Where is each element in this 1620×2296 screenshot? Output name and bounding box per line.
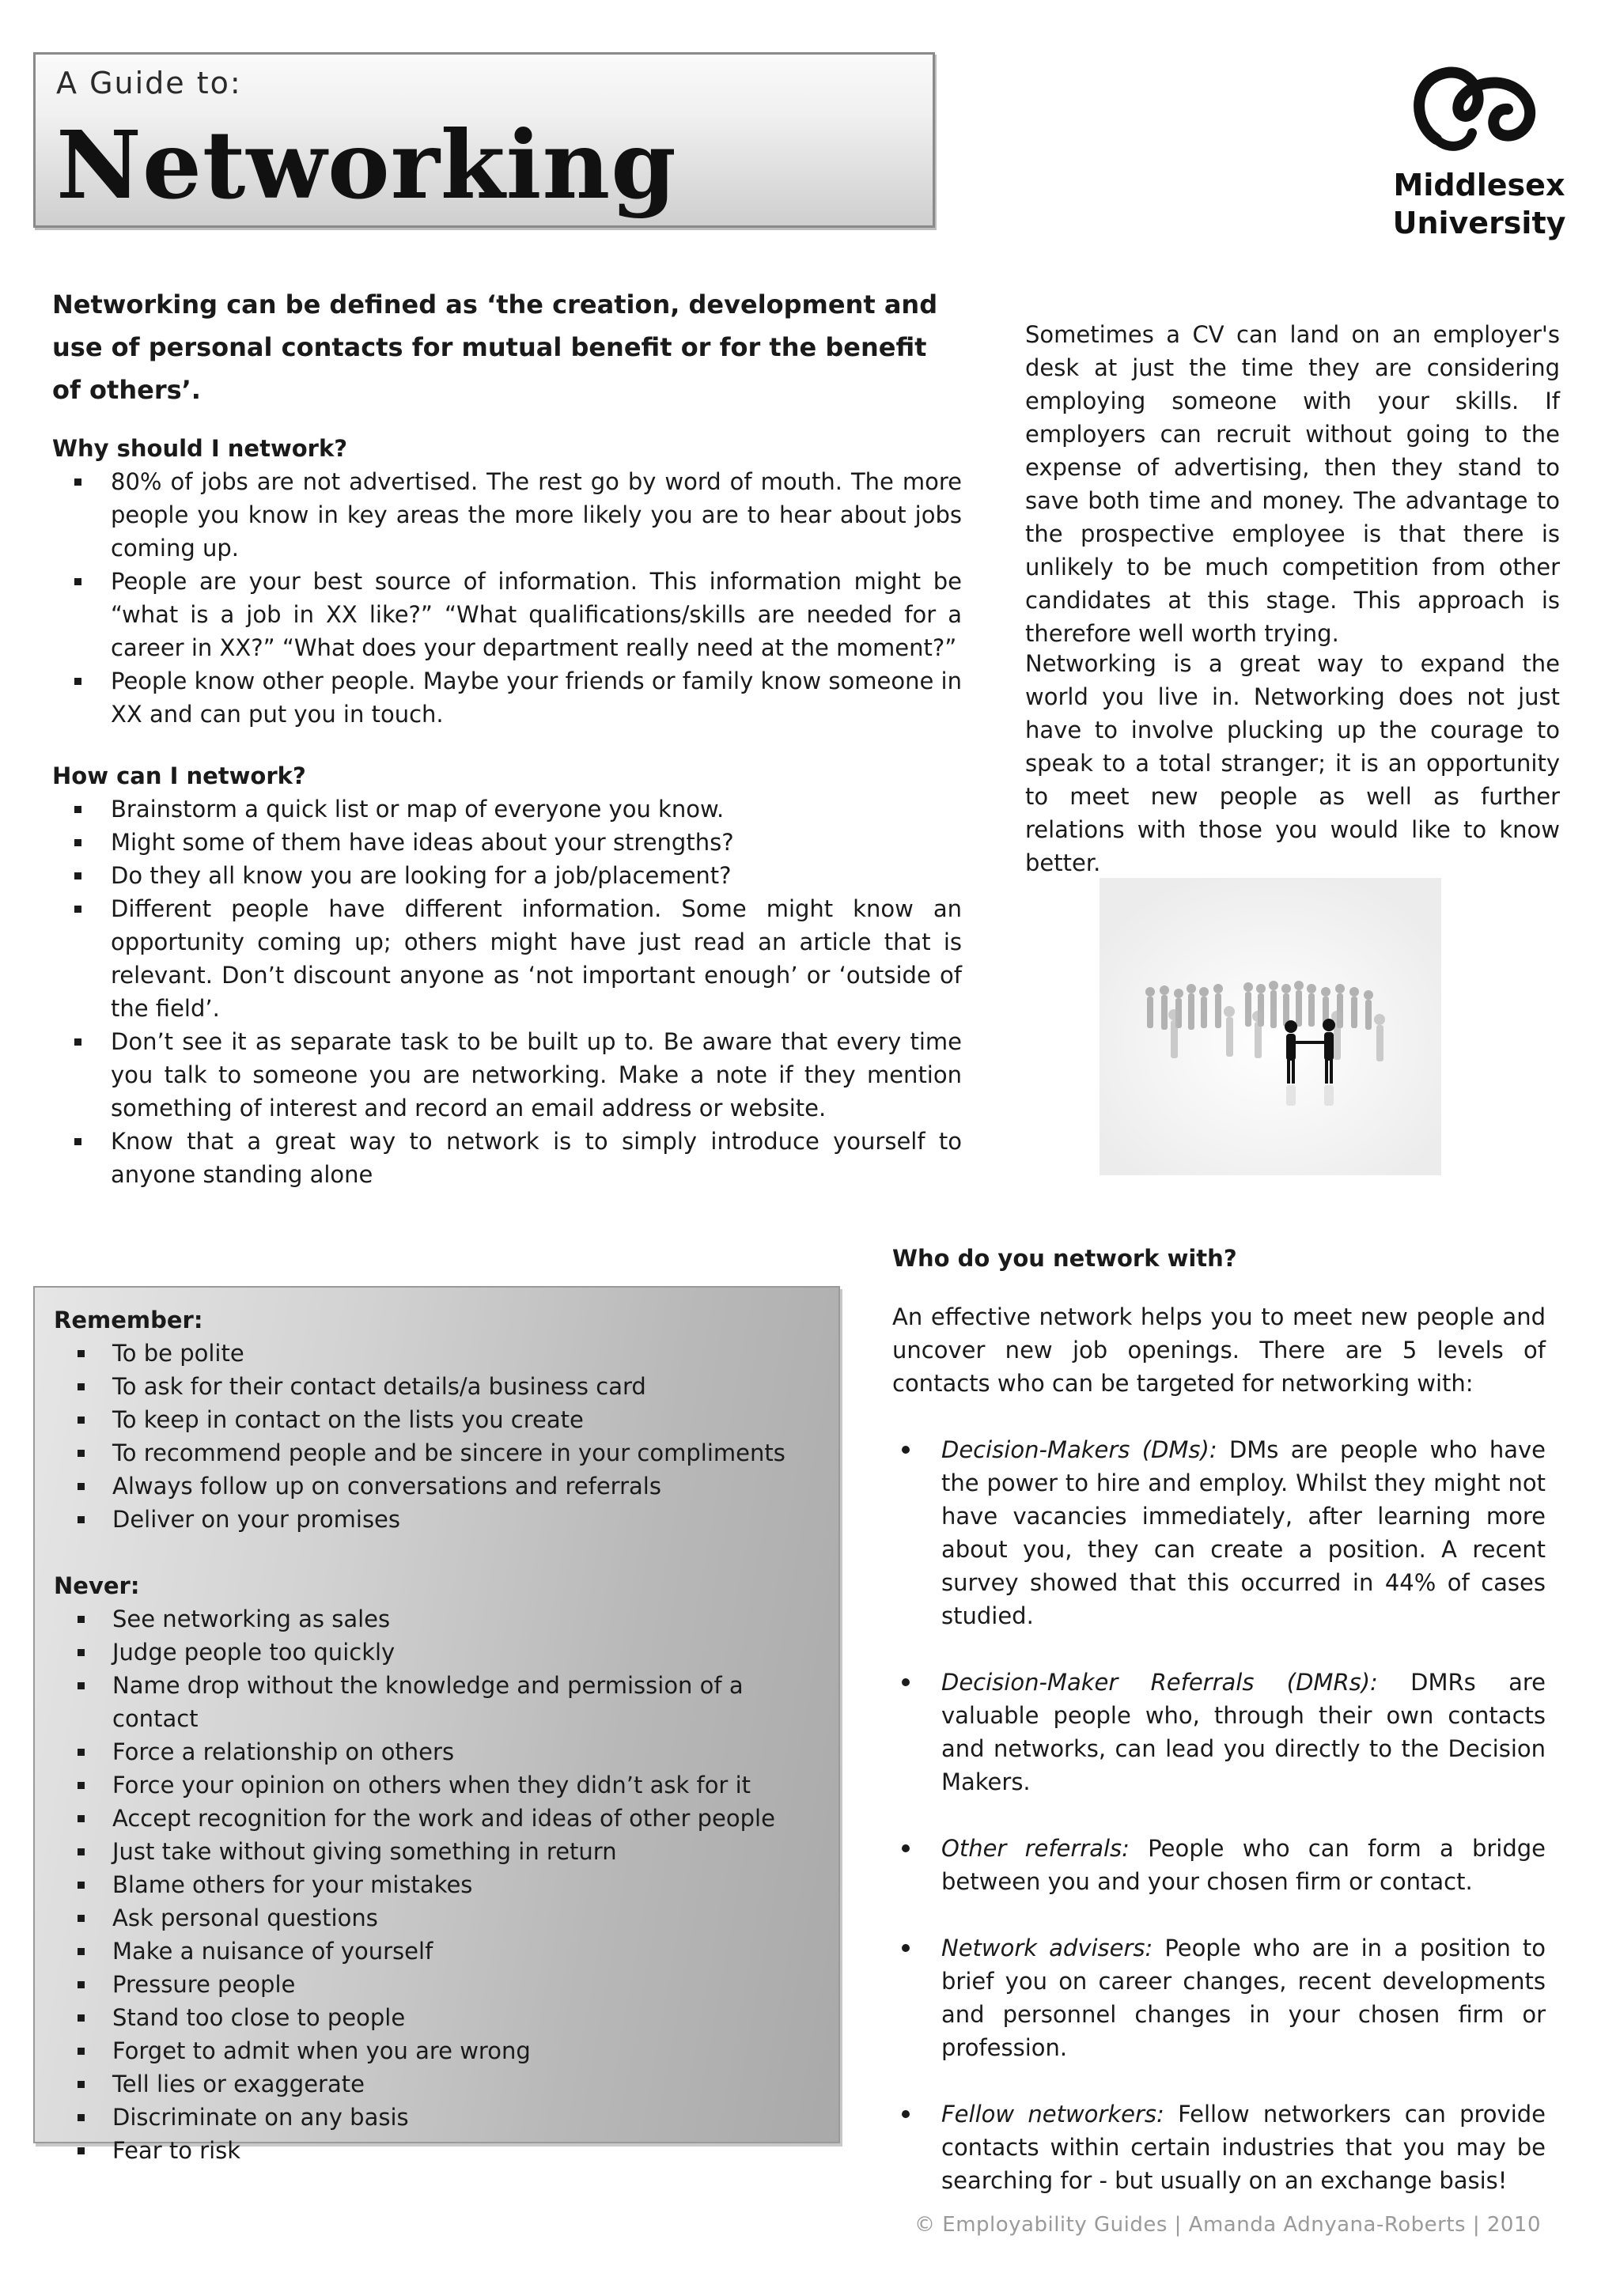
logo-line2: University [1392,206,1566,240]
list-item [892,1931,1546,2064]
list-item: People are your best source of information. This information might be “what is a job in XX like?” “What qualifications/skills are needed for a career in XX?” “What does your department really need at the moment?” [52,565,962,664]
list-item: Just take without giving something in return [54,1835,829,1868]
how-heading: How can I network? [52,762,306,789]
definition: Fellow networkers can provide contacts within certain industries that you may be searching for - but usually on an exchange basis! [941,2101,1546,2194]
list-item: Pressure people [54,1968,829,2001]
title-box [33,52,935,228]
list-item: Might some of them have ideas about your strengths? [52,826,962,859]
never-list [54,1602,829,2167]
expand-world-paragraph: Networking is a great way to expand the world you live in. Networking does not just have to involve plucking up the courage to speak to a total stranger; it is an opportunity to meet new people as well as further relations with those you would like to know better. [1025,650,1560,876]
remember-heading: Remember: [54,1307,203,1333]
term: Other referrals: [941,1835,1130,1862]
spacer [892,1400,1546,1433]
list-item: Name drop without the knowledge and permission of a contact [54,1669,829,1735]
list-item: Judge people too quickly [54,1636,829,1669]
networking-illustration [1100,878,1441,1175]
never-heading: Never: [54,1572,140,1599]
remember-list [54,1337,829,1536]
list-item: Tell lies or exaggerate [54,2067,829,2101]
definition: People who are in a position to brief you on career changes, recent developments and personnel changes in your chosen firm or profession. [941,1935,1546,2061]
how-list [52,792,962,1191]
spacer [892,1275,1546,1300]
list-item: See networking as sales [54,1602,829,1636]
term: Decision-Maker Referrals (DMRs): [941,1669,1378,1696]
definition: DMRs are valuable people who, through their own contacts and networks, can lead you directly to the Decision Makers. [941,1669,1546,1795]
why-heading: Why should I network? [52,435,348,462]
list-item: Know that a great way to network is to simply introduce yourself to anyone standing alone [52,1125,962,1191]
list-item: Brainstorm a quick list or map of everyone you know. [52,792,962,826]
why-list [52,465,962,731]
spacer [54,1536,829,1569]
list-item: Always follow up on conversations and referrals [54,1470,829,1503]
why-section [52,432,962,731]
list-item: Do they all know you are looking for a job/placement? [52,859,962,892]
how-section [52,759,962,1191]
list-item: Discriminate on any basis [54,2101,829,2134]
list-item: Blame others for your mistakes [54,1868,829,1901]
footer-copyright: © Employability Guides | Amanda Adnyana-Roberts | 2010 [914,2213,1542,2237]
list-item: Deliver on your promises [54,1503,829,1536]
list-item: Force your opinion on others when they didn’t ask for it [54,1768,829,1802]
definition: DMs are people who have the power to hire and employ. Whilst they might not have vacancies immediately, after learning more about you, they can create a position. A recent survey showed that this occurred in 44% of cases studied. [941,1436,1546,1629]
list-item: Stand too close to people [54,2001,829,2034]
list-item: Make a nuisance of yourself [54,1935,829,1968]
list-item: 80% of jobs are not advertised. The rest go by word of mouth. The more people you know in key areas the more likely you are to hear about jobs coming up. [52,465,962,565]
list-item: Fear to risk [54,2134,829,2167]
list-item: Don’t see it as separate task to be built up to. Be aware that every time you talk to someone you are networking. Make a note if they mention something of interest and record an email address or website. [52,1025,962,1125]
list-item [892,1433,1546,1632]
list-item [892,2097,1546,2197]
list-item: To ask for their contact details/a business card [54,1370,829,1403]
who-section [892,1242,1546,2230]
list-item: Different people have different information. Some might know an opportunity coming up; others might have just read an article that is relevant. Don’t discount anyone as ‘not important enough’ or ‘outside of the field’. [52,892,962,1025]
list-item: To be polite [54,1337,829,1370]
term: Fellow networkers: [941,2101,1164,2128]
list-item: To recommend people and be sincere in your compliments [54,1436,829,1470]
who-intro: An effective network helps you to meet new people and uncover new job openings. There are 5 levels of contacts who can be targeted for networking with: [892,1303,1546,1397]
list-item: To keep in contact on the lists you create [54,1403,829,1436]
term: Network advisers: [941,1935,1153,1961]
list-item: Ask personal questions [54,1901,829,1935]
list-item: Forget to admit when you are wrong [54,2034,829,2067]
contact-levels-list [892,1433,1546,2197]
cv-paragraph: Sometimes a CV can land on an employer's desk at just the time they are considering employing someone with your skills. If employers can recruit without going to the expense of advertising, then they stand to save both time and money. The advantage to the prospective employee is that there is unlikely to be much competition from other candidates at this stage. This approach is therefore well worth trying. [1025,321,1560,647]
remember-never-content [54,1303,829,2167]
title-small: A Guide to: [56,66,242,100]
remember-never-box [33,1286,840,2164]
term: Decision-Makers (DMs): [941,1436,1217,1463]
definition: People who can form a bridge between you and your chosen firm or contact. [941,1835,1546,1895]
list-item [892,1666,1546,1799]
list-item: Accept recognition for the work and ideas of other people [54,1802,829,1835]
university-logo-icon [1405,60,1547,163]
who-heading: Who do you network with? [892,1245,1237,1272]
intro-definition: Networking can be defined as ‘the creation, development and use of personal contacts for mutual benefit or for the benefit of others’. [52,289,938,405]
list-item [892,1832,1546,1898]
list-item: Force a relationship on others [54,1735,829,1768]
logo-line1: Middlesex [1393,168,1565,202]
list-item: People know other people. Maybe your friends or family know someone in XX and can put you in touch. [52,664,962,731]
page-title: Networking [56,110,677,220]
university-name [1376,166,1582,242]
